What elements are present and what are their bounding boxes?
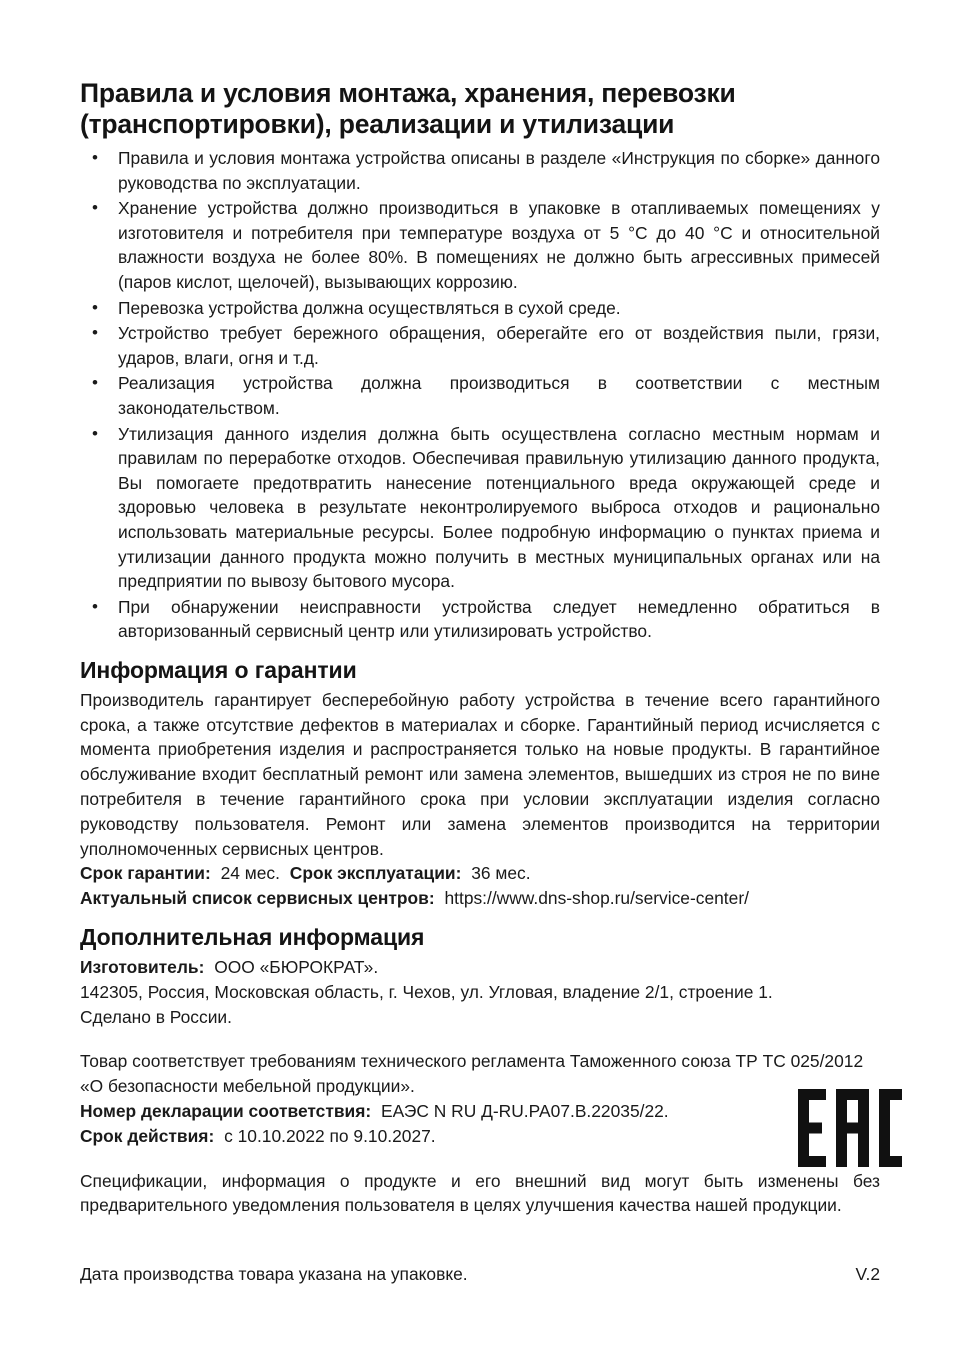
rules-bullet-list — [80, 146, 880, 644]
declaration-row — [80, 1099, 880, 1124]
declaration-label: Номер декларации соответствия: — [80, 1101, 372, 1122]
list-item-text: • Правила и условия монтажа устройства описаны в разделе «Инструкция по сборке» данного руководства по эксплуатации. — [118, 148, 880, 193]
list-item-text: • Утилизация данного изделия должна быть осуществлена согласно местным нормам и правилам по переработке отходов. Обеспечивая правильную утилизацию данного продукта, Вы помогаете предотвратить нанесение потенциального вреда окружающей среде и здоровью человека в результате неконтролируемого выброса отходов и рационально использовать материальные ресурсы. Более подробную информацию о пунктах приема и утилизации данного продукта можно получить в местных муниципальных органах или на предприятии по вывозу бытового мусора. — [118, 423, 880, 592]
document-version: V.2 — [855, 1264, 880, 1284]
spacer — [80, 1029, 880, 1049]
made-in-note: Сделано в России. — [80, 1006, 232, 1027]
list-item — [80, 146, 880, 195]
service-centers-url[interactable]: https://www.dns-shop.ru/service-center/ — [444, 888, 749, 909]
declaration-value: ЕАЭС N RU Д-RU.РА07.В.22035/22. — [381, 1101, 669, 1122]
list-item-text: • Хранение устройства должно производиться в упаковке в отапливаемых помещениях у изготовителя и потребителя при температуре воздуха от 5 °C до 40 °C и относительной влажности воздуха не более 80%. В помещениях не должно быть агрессивных примесей (паров кислот, щелочей), вызывающих коррозию. — [118, 198, 880, 292]
warranty-terms-row — [80, 861, 880, 886]
list-item — [80, 595, 880, 644]
validity-label: Срок действия: — [80, 1125, 215, 1146]
warranty-section-title: Информация о гарантии — [80, 656, 357, 683]
validity-row — [80, 1124, 880, 1149]
service-life-label: Срок эксплуатации: — [289, 863, 462, 884]
additional-section-title: Дополнительная информация — [80, 924, 425, 951]
service-life-value: 36 мес. — [471, 863, 531, 884]
disclaimer-paragraph: Спецификации, информация о продукте и его внешний вид могут быть изменены без предварительного уведомления пользователя в целях улучшения качества нашей продукции. — [80, 1170, 880, 1216]
service-centers-label: Актуальный список сервисных центров: — [80, 888, 435, 909]
warranty-term-label: Срок гарантии: — [80, 863, 211, 884]
manufacturer-value: ООО «БЮРОКРАТ». — [214, 957, 379, 978]
compliance-paragraph: Товар соответствует требованиям технического регламента Таможенного союза ТР ТС 025/2012 «О безопасности мебельной продукции». — [80, 1051, 864, 1097]
list-item-text: • Устройство требует бережного обращения, оберегайте его от воздействия пыли, грязи, ударов, влаги, огня и т.д. — [118, 323, 880, 368]
page-footer — [80, 1262, 880, 1286]
warranty-paragraph: Производитель гарантирует бесперебойную работу устройства в течение всего гарантийного срока, а также отсутствие дефектов в материалах и сборке. Гарантийный период исчисляется с момента приобретения изделия и распространяется только на новые продукты. В гарантийное обслуживание входит бесплатный ремонт или замена элементов, вышедших из строя не по вине потребителя в течение гарантийного срока при условии эксплуатации изделия согласно руководству пользователя. Ремонт или замена элементов производится на территории уполномоченных сервисных центров. — [80, 689, 880, 859]
document-content — [80, 78, 880, 1218]
list-item — [80, 321, 880, 370]
list-item-text: • Перевозка устройства должна осуществляться в сухой среде. — [118, 297, 621, 318]
list-item — [80, 371, 880, 420]
list-item — [80, 296, 880, 321]
spacer — [80, 1149, 880, 1169]
page-title: Правила и условия монтажа, хранения, перевозки (транспортировки), реализации и утилизации — [80, 78, 736, 139]
list-item-text: • При обнаружении неисправности устройства следует немедленно обратиться в авторизованный сервисный центр или утилизировать устройство. — [118, 596, 880, 642]
service-centers-row — [80, 886, 880, 911]
validity-value: с 10.10.2022 по 9.10.2027. — [224, 1125, 436, 1146]
production-date-note: Дата производства товара указана на упаковке. — [80, 1264, 468, 1284]
list-item — [80, 196, 880, 294]
list-item-text: • Реализация устройства должна производиться в соответствии с местным законодательством. — [118, 373, 880, 418]
manufacturer-row — [80, 955, 880, 980]
list-item — [80, 422, 880, 594]
manufacturer-label: Изготовитель: — [80, 957, 205, 978]
manufacturer-address: 142305, Россия, Московская область, г. Чехов, ул. Угловая, владение 2/1, строение 1. — [80, 981, 773, 1002]
eac-conformity-icon — [798, 1089, 902, 1167]
warranty-term-value: 24 мес. — [220, 863, 280, 884]
